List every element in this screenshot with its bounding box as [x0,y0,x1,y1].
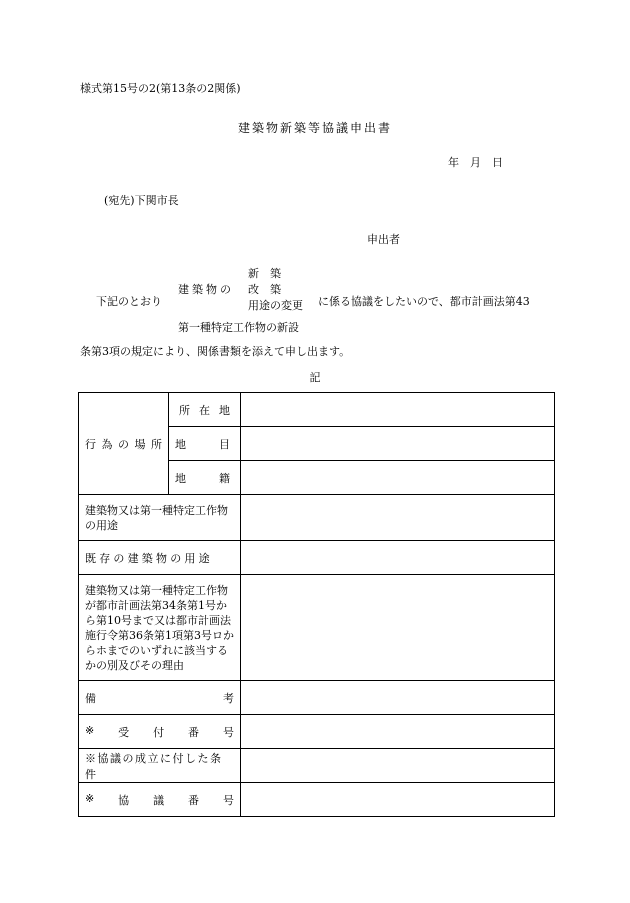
remarks-label: 備 考 [79,681,241,715]
applicability-label: 建築物又は第一種特定工作物が都市計画法第34条第1号から第10号まで又は都市計画法施行令第36条第1項第3号ロからホまでのいずれに該当するかの別及びその理由 [79,575,241,681]
address-label: 所 在 地 [169,393,241,427]
conditions-value[interactable] [241,749,555,783]
address-value[interactable] [241,393,555,427]
applicability-value[interactable] [241,575,555,681]
existing-use-label: 既存の建築物の用途 [79,541,241,575]
applicant-label: 申出者 [367,233,400,246]
date-line: 年 月 日 [448,156,503,169]
receipt-number-label: ※ 受 付 番 号 [79,715,241,749]
land-area-label: 地 籍 [169,461,241,495]
option-reconstruction: 改 築 [248,283,281,296]
intro-continuation-1: に係る協議をしたいので、都市計画法第43 [318,295,530,308]
form-number: 様式第15号の2(第13条の2関係) [80,82,241,95]
option-new-construction: 新 築 [248,267,281,280]
use-value[interactable] [241,495,555,541]
document-title: 建築物新築等協議申出書 [237,121,392,135]
receipt-number-value[interactable] [241,715,555,749]
consultation-number-label: ※ 協 議 番 号 [79,783,241,817]
application-table [78,392,555,817]
remarks-value[interactable] [241,681,555,715]
ki-heading: 記 [309,371,321,384]
use-label: 建築物又は第一種特定工作物の用途 [79,495,241,541]
conditions-label: ※協議の成立に付した条件 [79,749,241,783]
existing-use-value[interactable] [241,541,555,575]
intro-continuation-2: 条第3項の規定により、関係書類を添えて申し出ます。 [80,345,351,358]
addressee: (宛先)下関市長 [104,194,179,207]
location-group-label: 行 為 の 場 所 [79,393,169,495]
option-change-of-use: 用途の変更 [248,299,303,312]
consultation-number-value[interactable] [241,783,555,817]
option-new-structure: 第一種特定工作物の新設 [178,321,299,334]
intro-lead: 下記のとおり [96,295,162,308]
intro-building: 建築物の [178,283,234,296]
land-category-value[interactable] [241,427,555,461]
land-category-label: 地 目 [169,427,241,461]
land-area-value[interactable] [241,461,555,495]
